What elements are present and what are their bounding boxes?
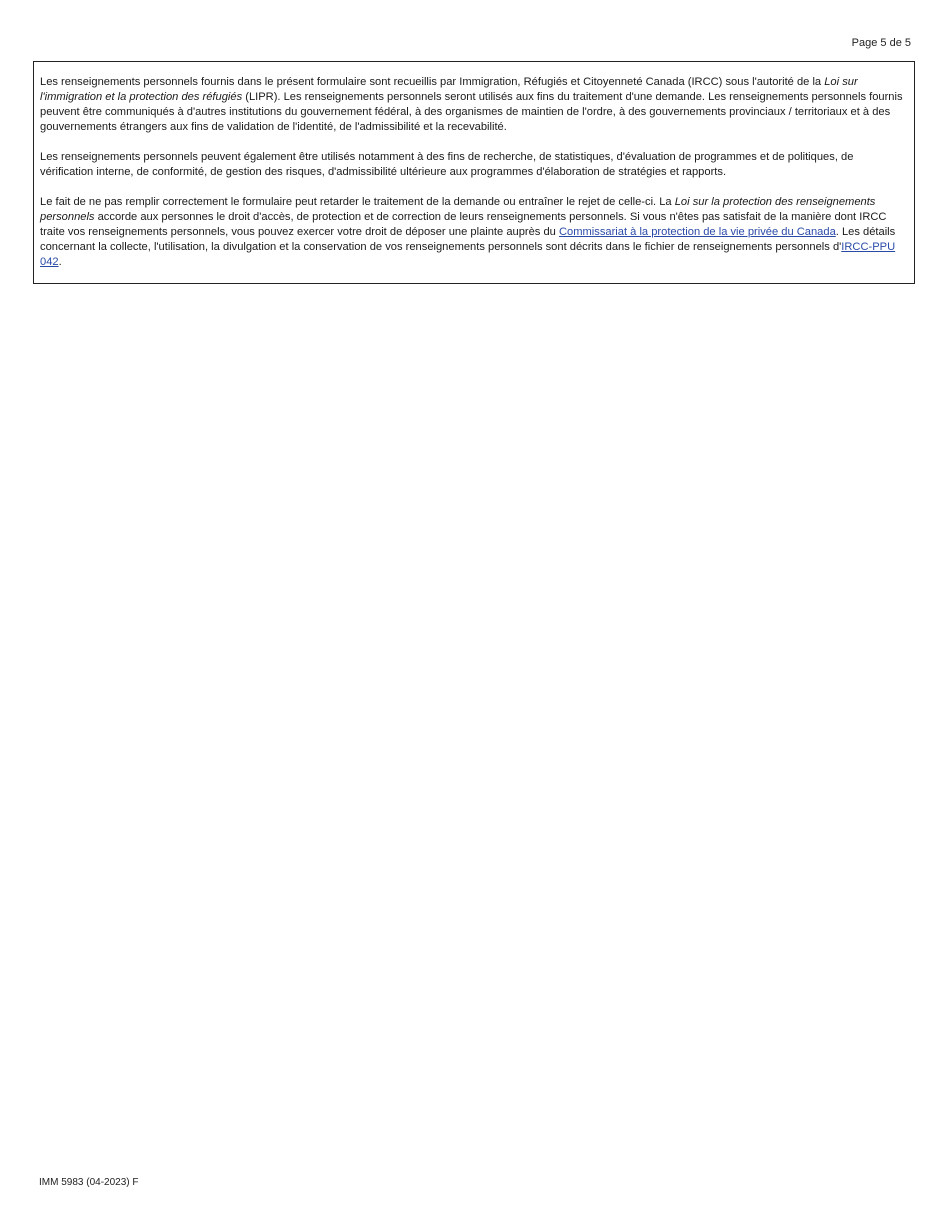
act-title-lipr: Loi sur l'immigration et la protection des réfugiés <box>40 76 858 103</box>
privacy-notice-box <box>33 61 915 284</box>
privacy-paragraph-2: Les renseignements personnels peuvent également être utilisés notamment à des fins de recherche, de statistiques, d'évaluation de programmes et de politiques, de vérification interne, de conformité, de gestion des risques, d'admissibilité ultérieure aux programmes d'élaboration de stratégies et rapports. <box>40 151 854 178</box>
paragraph-text: Les renseignements personnels fournis dans le présent formulaire sont recueillis par Immigration, Réfugiés et Citoyenneté Canada (IRCC) sous l'autorité de la <box>40 76 825 88</box>
paragraph-text: accorde aux personnes le droit d'accès, de protection et de correction de leurs renseignements personnels. Si vous n'êtes pas satisfait de la manière dont IRCC traite vos renseignements personnels, vous pouvez exercer votre droit de déposer une plainte auprès du <box>40 211 887 238</box>
form-identifier: IMM 5983 (04-2023) F <box>39 1177 139 1188</box>
commissariat-link[interactable]: Commissariat à la protection de la vie privée du Canada <box>558 226 836 238</box>
privacy-paragraph-3 <box>40 195 908 270</box>
paragraph-text: (LIPR). Les renseignements personnels seront utilisés aux fins du traitement d'une demande. Les renseignements personnels fournis peuvent être communiqués à d'autres institutions du gouvernement fédéral, à des organismes de maintien de l'ordre, à des gouvernements provinciaux / territoriaux et à des gouvernements étrangers aux fins de validation de l'identité, de l'admissibilité et la recevabilité. <box>40 91 903 133</box>
act-title-privacy: Loi sur la protection des renseignements personnels <box>40 196 876 223</box>
privacy-paragraph-1 <box>40 75 908 135</box>
paragraph-text: . <box>58 256 62 268</box>
paragraph-text: . Les détails concernant la collecte, l'utilisation, la divulgation et la conservation de vos renseignements personnels sont décrits dans le fichier de renseignements personnels d' <box>40 226 896 253</box>
ircc-ppu-042-link[interactable]: IRCC-PPU 042 <box>40 241 896 268</box>
paragraph-text: Le fait de ne pas remplir correctement le formulaire peut retarder le traitement de la demande ou entraîner le rejet de celle-ci. La <box>40 196 675 208</box>
page-number: Page 5 de 5 <box>851 37 911 49</box>
